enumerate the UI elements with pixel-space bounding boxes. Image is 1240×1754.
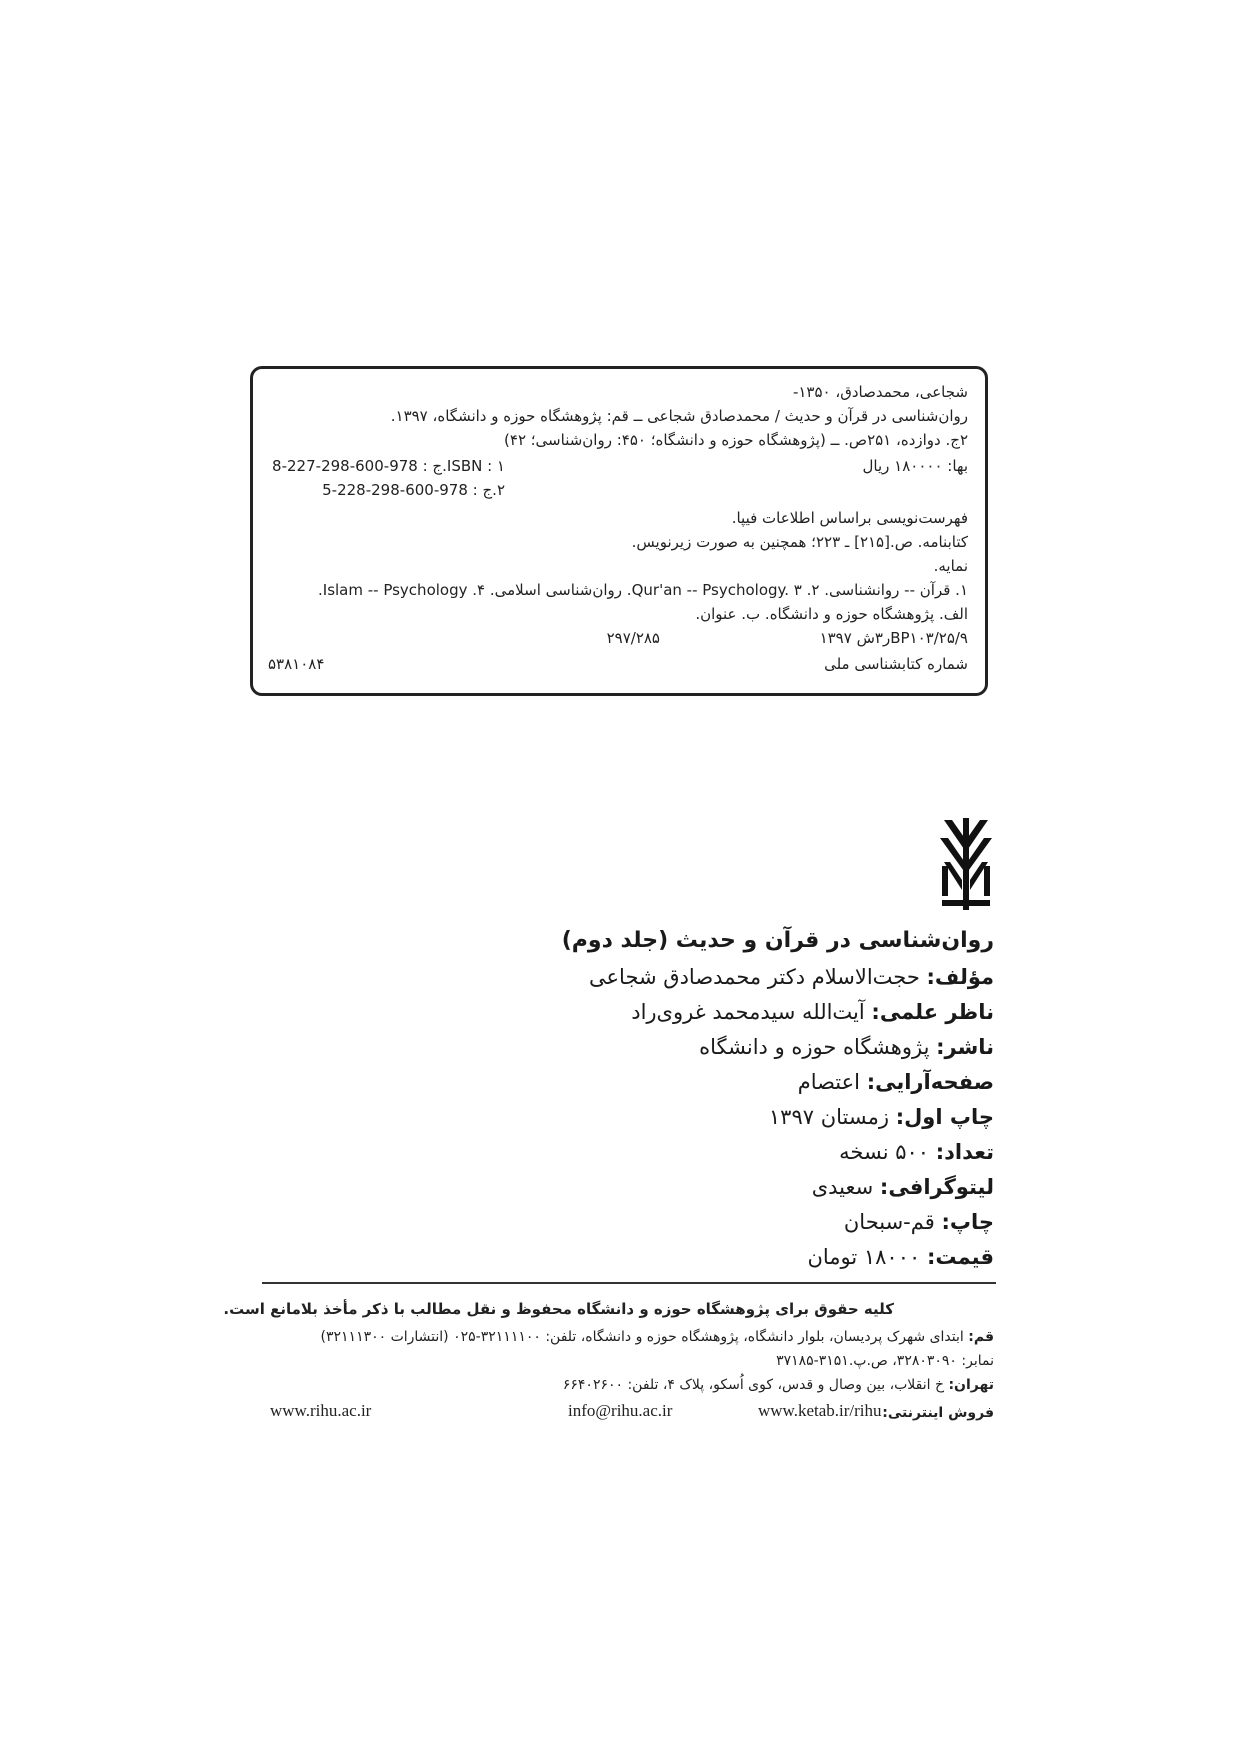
cip-national-label: شماره کتابشناسی ملی xyxy=(824,655,968,673)
cip-physical-description: ۲ج. دوازده، ۲۵۱ص. ــ (پژوهشگاه حوزه و دانشگاه؛ ۴۵۰: روان‌شناسی؛ ۴۲) xyxy=(504,431,968,449)
footer-email-link[interactable]: info@rihu.ac.ir xyxy=(568,1401,673,1420)
cip-subjects: ۱. قرآن -- روانشناسی. ۲. Qur'an -- Psychology. ۳. روان‌شناسی اسلامی. ۴. Islam -- Psychology. xyxy=(317,581,968,599)
footer-copyright: کلیه حقوق برای پژوهشگاه حوزه و دانشگاه محفوظ و نقل مطالب با ذکر مأخذ بلامانع است. xyxy=(223,1300,894,1318)
footer-ketab-link[interactable]: www.ketab.ir/rihu xyxy=(758,1401,882,1420)
info-scientific-supervisor: ناظر علمی: آیت‌الله سیدمحمد غروی‌راد xyxy=(631,1000,994,1024)
book-title: روان‌شناسی در قرآن و حدیث (جلد دوم) xyxy=(561,928,994,953)
footer-online-sales-label: فروش اینترنتی: xyxy=(882,1405,994,1421)
rihu-logo-icon xyxy=(940,818,992,910)
cip-author: شجاعی، محمدصادق، ۱۳۵۰- xyxy=(792,383,968,401)
info-lithography: لیتوگرافی: سعیدی xyxy=(811,1175,994,1199)
info-first-edition: چاپ اول: زمستان ۱۳۹۷ xyxy=(768,1105,994,1129)
cip-lc-classification: BP۱۰۳/۲۵/۹ر۳ش ۱۳۹۷ xyxy=(819,629,968,647)
cip-index-note: نمایه. xyxy=(933,557,968,575)
cip-title-statement: روان‌شناسی در قرآن و حدیث / محمدصادق شجاعی ــ قم: پژوهشگاه حوزه و دانشگاه، ۱۳۹۷. xyxy=(390,407,968,425)
footer-tehran-address: تهران: خ انقلاب، بین وصال و قدس، کوی اُسکو، پلاک ۴، تلفن: ۶۶۴۰۲۶۰۰ xyxy=(562,1377,994,1393)
info-printing: چاپ: قم-سبحان xyxy=(843,1210,994,1234)
info-publisher: ناشر: پژوهشگاه حوزه و دانشگاه xyxy=(699,1035,994,1059)
cip-bibliography-note: کتابنامه. ص.[۲۱۵] ـ ۲۲۳؛ همچنین به صورت زیرنویس. xyxy=(631,533,968,551)
footer-qom-address: قم: ابتدای شهرک پردیسان، بلوار دانشگاه، پژوهشگاه حوزه و دانشگاه، تلفن: ۳۲۱۱۱۱۰۰-۰۲۵ (انتشارات ۳۲۱۱۱۳۰۰) xyxy=(320,1329,994,1345)
info-price: قیمت: ۱۸۰۰۰ تومان xyxy=(807,1245,994,1269)
info-layout: صفحه‌آرایی: اعتصام xyxy=(797,1070,994,1094)
info-print-run: تعداد: ۵۰۰ نسخه xyxy=(839,1140,994,1164)
cip-fipa-note: فهرست‌نویسی براساس اطلاعات فیپا. xyxy=(731,509,968,527)
cip-added-entries: الف. پژوهشگاه حوزه و دانشگاه. ب. عنوان. xyxy=(695,605,968,623)
cip-dewey-classification: ۲۹۷/۲۸۵ xyxy=(606,629,660,647)
cip-isbn-1: ISBN : ۱.ج : 978-600-298-227-8 xyxy=(272,457,505,475)
cip-price: بها: ۱۸۰۰۰۰ ریال xyxy=(862,457,968,475)
footer-fax: نمابر: ۳۲۸۰۳۰۹۰، ص.پ.۳۱۵۱-۳۷۱۸۵ xyxy=(776,1353,994,1369)
info-author: مؤلف: حجت‌الاسلام دکتر محمدصادق شجاعی xyxy=(589,965,994,989)
cip-isbn-2: ۲.ج : 978-600-298-228-5 xyxy=(322,481,505,499)
cip-national-number: ۵۳۸۱۰۸۴ xyxy=(268,655,325,673)
footer-website-link[interactable]: www.rihu.ac.ir xyxy=(270,1401,372,1420)
footer-divider xyxy=(262,1282,996,1284)
